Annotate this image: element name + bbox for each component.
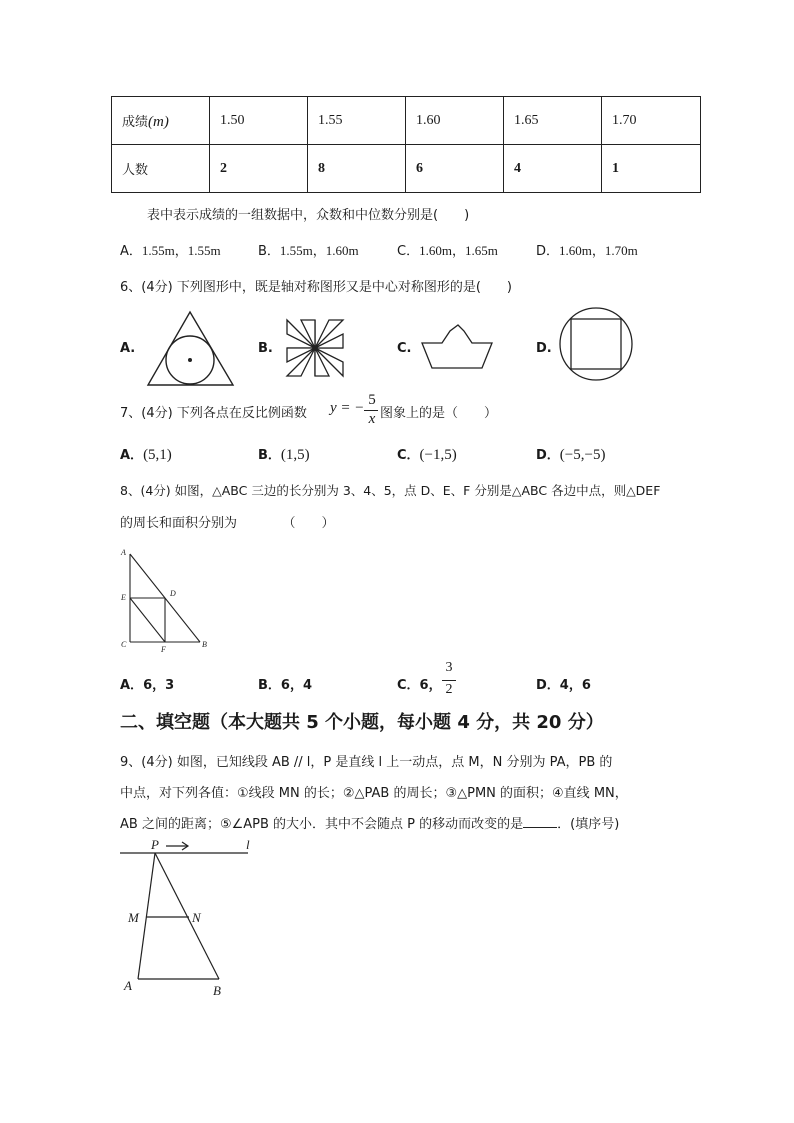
table-cell: 1.50 (210, 97, 308, 145)
q7-option-c: C．(−1,5) (397, 447, 457, 463)
figure-label-m: M (128, 910, 139, 925)
q9-stem-line2: 中点，对下列各值：①线段 MN 的长；②△PAB 的周长；③△PMN 的面积；④直线 MN， (120, 786, 628, 801)
table-row (112, 145, 701, 193)
pinwheel-figure (285, 318, 345, 378)
table-cell: 8 (308, 145, 406, 193)
trapezoid-pmn-figure (118, 836, 278, 1002)
q7-option-b: B．(1,5) (258, 447, 310, 463)
q6-option-b: B. (258, 341, 273, 356)
q7-function-lhs: y = − (330, 400, 365, 416)
q8-option-d: D．4，6 (536, 678, 591, 693)
figure-label-a: A (124, 978, 132, 993)
table-cell: 1.70 (602, 97, 701, 145)
figure-label-n: N (192, 910, 201, 925)
table-header-cell: 成绩(m) (112, 97, 210, 145)
figure-label-e: E (121, 593, 126, 602)
q8-stem-line2: 的周长和面积分别为 （ ） (120, 516, 335, 531)
q6-stem: 6、(4分) 下列图形中，既是轴对称图形又是中心对称图形的是( ) (120, 280, 512, 295)
table-cell: 4 (504, 145, 602, 193)
triangle-abc-figure (118, 546, 218, 654)
q8-c-fraction-denominator: 2 (445, 682, 453, 697)
boat-figure (420, 323, 494, 371)
q5-stem: 表中表示成绩的一组数据中，众数和中位数分别是( ) (147, 208, 470, 223)
answer-blank[interactable] (523, 815, 557, 828)
table-cell: 1.65 (504, 97, 602, 145)
q5-option-a: A．1.55m，1.55m (120, 243, 221, 259)
table-header-cell: 人数 (112, 145, 210, 193)
q5-option-d: D．1.60m，1.70m (536, 243, 638, 259)
score-table (111, 96, 701, 193)
q6-option-a: A. (120, 341, 136, 356)
figure-label-c: C (121, 640, 127, 649)
figure-label-b: B (213, 983, 221, 998)
q7-stem-suffix: 图象上的是（ ） (380, 406, 498, 421)
q6-option-d: D. (536, 341, 552, 356)
figure-label-p: P (151, 837, 159, 852)
figure-label-d: D (170, 589, 176, 598)
q7-stem-prefix: 7、(4分) 下列各点在反比例函数 (120, 406, 307, 421)
q5-option-c: C．1.60m，1.65m (397, 243, 498, 259)
q9-stem-line1: 9、(4分) 如图，已知线段 AB // l，P 是直线 l 上一动点，点 M，N 分别为 PA，PB 的 (120, 755, 613, 770)
figure-label-l: l (246, 837, 250, 852)
figure-label-a: A (121, 548, 126, 557)
triangle-with-incircle-figure (145, 310, 237, 388)
q5-option-b: B．1.55m，1.60m (258, 243, 359, 259)
q8-option-c: C．6， (397, 678, 442, 693)
circle-with-square-figure (558, 306, 634, 382)
q9-stem-line3: AB 之间的距离；⑤∠APB 的大小．其中不会随点 P 的移动而改变的是 ．(填序号) (120, 817, 620, 832)
table-cell: 1.55 (308, 97, 406, 145)
figure-label-f: F (161, 645, 166, 654)
table-cell: 1 (602, 145, 701, 193)
table-cell: 6 (406, 145, 504, 193)
section-title: 二、填空题（本大题共 5 个小题，每小题 4 分，共 20 分） (120, 712, 604, 733)
q8-option-a: A．6，3 (120, 678, 175, 693)
table-cell: 1.60 (406, 97, 504, 145)
fraction-bar (442, 680, 456, 681)
q8-option-b: B．6，4 (258, 678, 313, 693)
q6-option-c: C. (397, 341, 412, 356)
figure-label-b: B (202, 640, 207, 649)
q8-c-fraction-numerator: 3 (445, 660, 453, 675)
table-row (112, 97, 701, 145)
q8-stem-line1: 8、(4分) 如图，△ABC 三边的长分别为 3、4、5，点 D、E、F 分别是△ABC 各边中点，则△DEF (120, 483, 661, 498)
table-cell: 2 (210, 145, 308, 193)
q7-fraction-denominator: x (368, 411, 376, 427)
q7-fraction-numerator: 5 (368, 392, 376, 408)
q7-option-d: D．(−5,−5) (536, 447, 606, 463)
q7-option-a: A．(5,1) (120, 447, 172, 463)
